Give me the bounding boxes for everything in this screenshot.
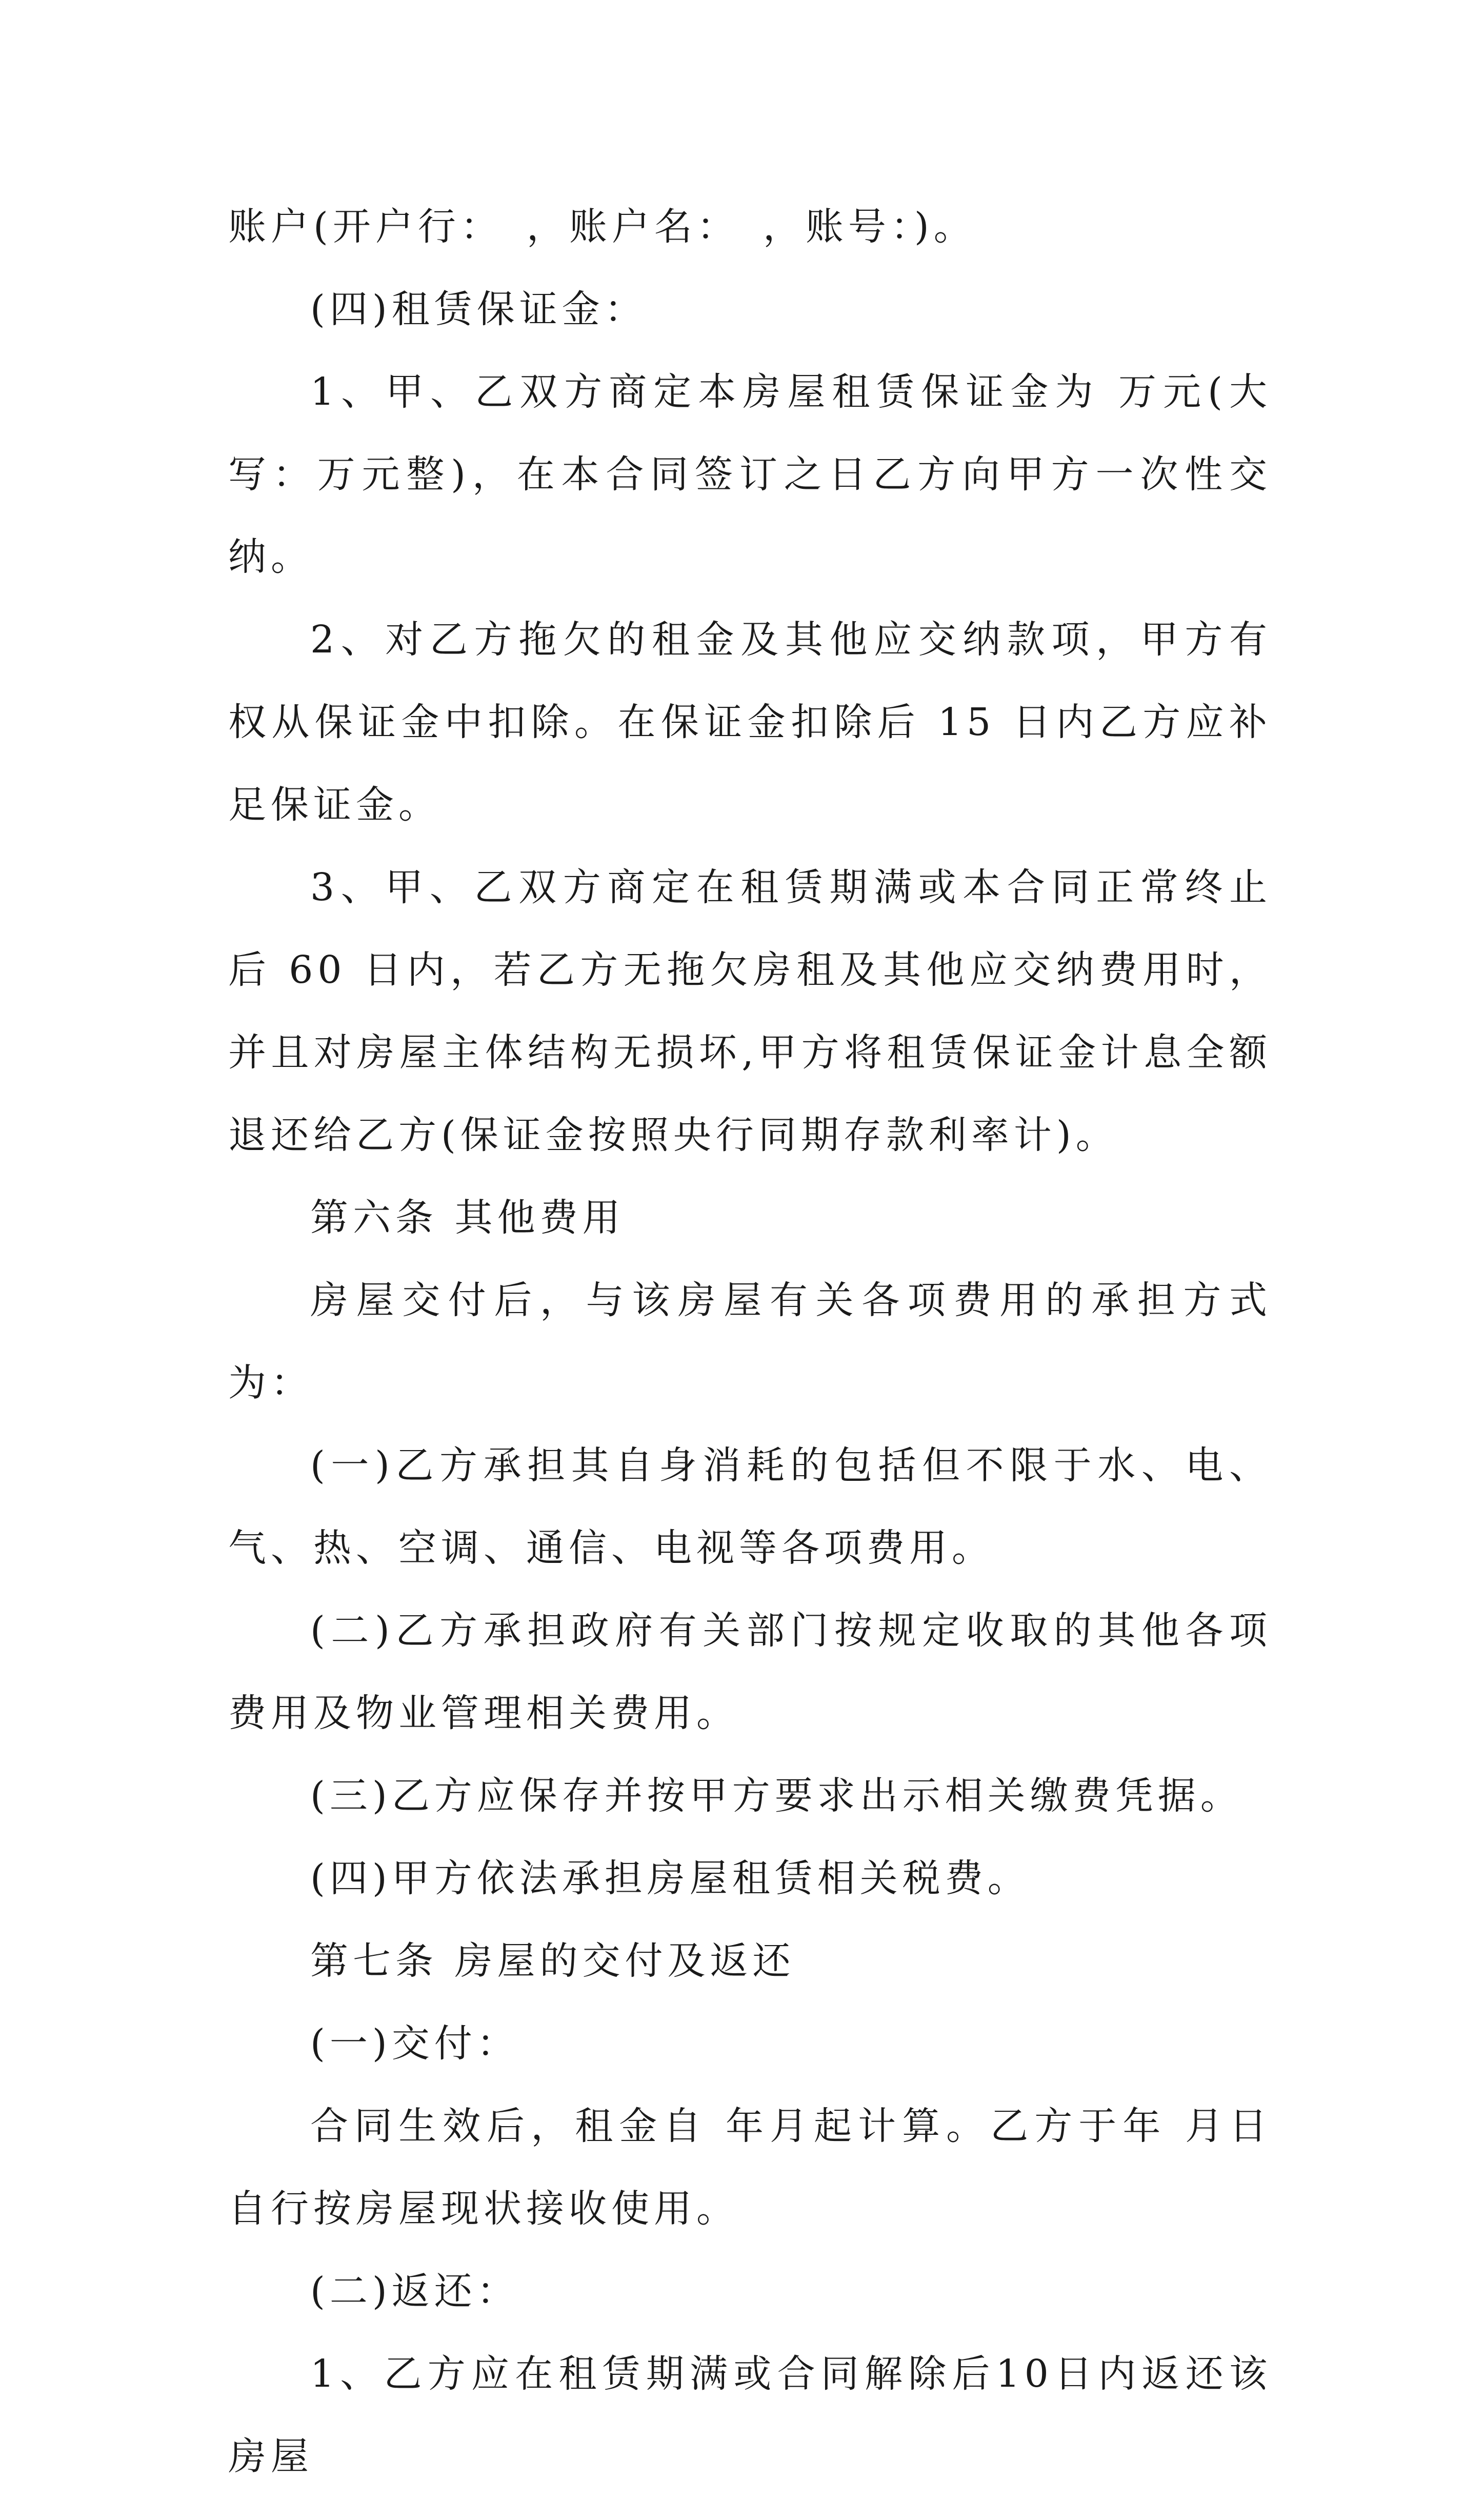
delivery-heading: (一)交付：	[310, 2021, 519, 2066]
article-6-item-1: (一)乙方承担其自身消耗的包括但不限于水、电、气、热、空调、通信、电视等各项费用。	[228, 1443, 1272, 1570]
article-6-title: 第六条 其他费用	[310, 1196, 625, 1240]
article-6-item-4: (四)甲方依法承担房屋租赁相关税费。	[310, 1856, 1030, 1900]
deposit-clause-1: 1、甲、乙双方商定本房屋租赁保证金为 万元(大写：万元整)，在本合同签订之日乙方向甲方一次性交纳。	[228, 370, 1272, 579]
contract-body	[228, 186, 1272, 2498]
article-6-item-3: (三)乙方应保存并按甲方要求出示相关缴费凭据。	[310, 1774, 1243, 1818]
deposit-clause-2: 2、对乙方拖欠的租金及其他应交纳款项，甲方有权从保证金中扣除。在保证金扣除后 15 日内乙方应补足保证金。	[228, 618, 1272, 827]
deposit-heading: (四)租赁保证金：	[310, 287, 647, 331]
return-clause-1: 1、乙方应在租赁期满或合同解除后10日内返还该房屋	[228, 2352, 1272, 2479]
return-heading: (二)返还：	[310, 2269, 519, 2313]
article-6-item-2: (二)乙方承担政府有关部门按规定收取的其他各项费用及物业管理相关费用。	[228, 1609, 1272, 1735]
delivery-text: 合同生效后，租金自 年月起计算。乙方于年 月日自行按房屋现状接收使用。	[228, 2104, 1272, 2231]
account-line: 账户(开户行： ，账户名： ，账号：)。	[228, 205, 976, 249]
deposit-clause-3: 3、甲、乙双方商定在租赁期满或本合同正常终止后 60 日内，若乙方无拖欠房租及其他应交纳费用时，并且对房屋主体结构无损坏,甲方将租赁保证金计息全额退还给乙方(保证金按照央行同期存款利率计)。	[228, 865, 1272, 1157]
article-6-intro: 房屋交付后，与该房屋有关各项费用的承担方式为：	[228, 1278, 1272, 1405]
article-7-title: 第七条 房屋的交付及返还	[310, 1939, 795, 1983]
